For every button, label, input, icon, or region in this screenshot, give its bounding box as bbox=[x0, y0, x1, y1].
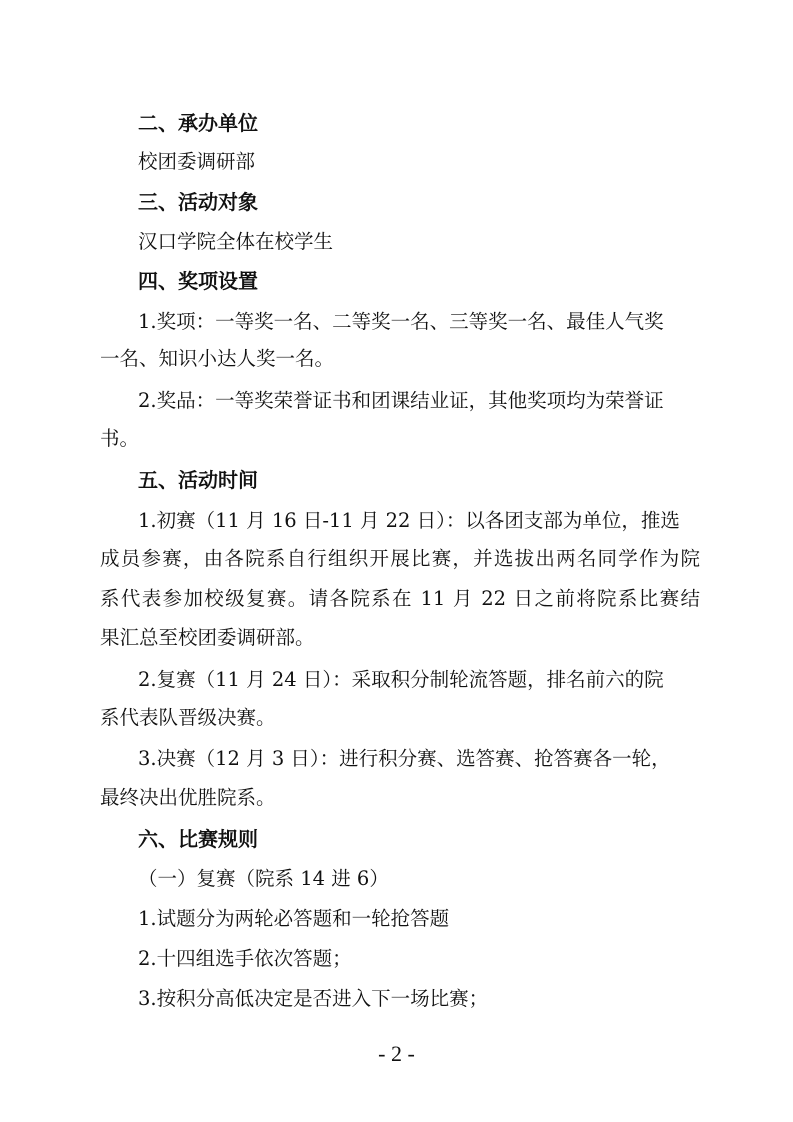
rules-item-1: 1.试题分为两轮必答题和一轮抢答题 bbox=[138, 907, 450, 930]
rules-subheading-semifinal: （一）复赛（院系 14 进 6） bbox=[138, 867, 389, 890]
schedule-item-1-line-1: 1.初赛（11 月 16 日-11 月 22 日）：以各团支部为单位，推选 bbox=[138, 509, 680, 532]
schedule-item-3-line-2: 最终决出优胜院系。 bbox=[100, 786, 276, 809]
organizer-text: 校团委调研部 bbox=[138, 150, 256, 173]
section-heading-participants: 三、活动对象 bbox=[138, 190, 258, 214]
rules-item-2: 2.十四组选手依次答题； bbox=[138, 947, 352, 970]
section-heading-rules: 六、比赛规则 bbox=[138, 827, 258, 851]
awards-item-1-line-1: 1.奖项：一等奖一名、二等奖一名、三等奖一名、最佳人气奖 bbox=[138, 310, 664, 333]
section-heading-organizer: 二、承办单位 bbox=[138, 111, 258, 135]
participants-text: 汉口学院全体在校学生 bbox=[138, 230, 334, 253]
schedule-item-1-line-3: 系代表参加校级复赛。请各院系在 11 月 22 日之前将院系比赛结 bbox=[100, 587, 700, 610]
schedule-item-1-line-4: 果汇总至校团委调研部。 bbox=[100, 626, 315, 649]
page-number: - 2 - bbox=[378, 1041, 415, 1066]
schedule-item-2-line-1: 2.复赛（11 月 24 日）：采取积分制轮流答题，排名前六的院 bbox=[138, 668, 664, 691]
rules-item-3: 3.按积分高低决定是否进入下一场比赛； bbox=[138, 987, 489, 1010]
awards-item-1-line-2: 一名、知识小达人奖一名。 bbox=[100, 347, 335, 370]
awards-item-2-line-2: 书。 bbox=[100, 427, 140, 450]
schedule-item-1-line-2: 成员参赛，由各院系自行组织开展比赛，并选拔出两名同学作为院 bbox=[100, 547, 700, 570]
schedule-item-2-line-2: 系代表队晋级决赛。 bbox=[100, 706, 276, 729]
section-heading-schedule: 五、活动时间 bbox=[138, 468, 258, 492]
schedule-item-3-line-1: 3.决赛（12 月 3 日）：进行积分赛、选答赛、抢答赛各一轮， bbox=[138, 747, 671, 770]
awards-item-2-line-1: 2.奖品：一等奖荣誉证书和团课结业证，其他奖项均为荣誉证 bbox=[138, 389, 664, 412]
section-heading-awards: 四、奖项设置 bbox=[138, 269, 258, 293]
